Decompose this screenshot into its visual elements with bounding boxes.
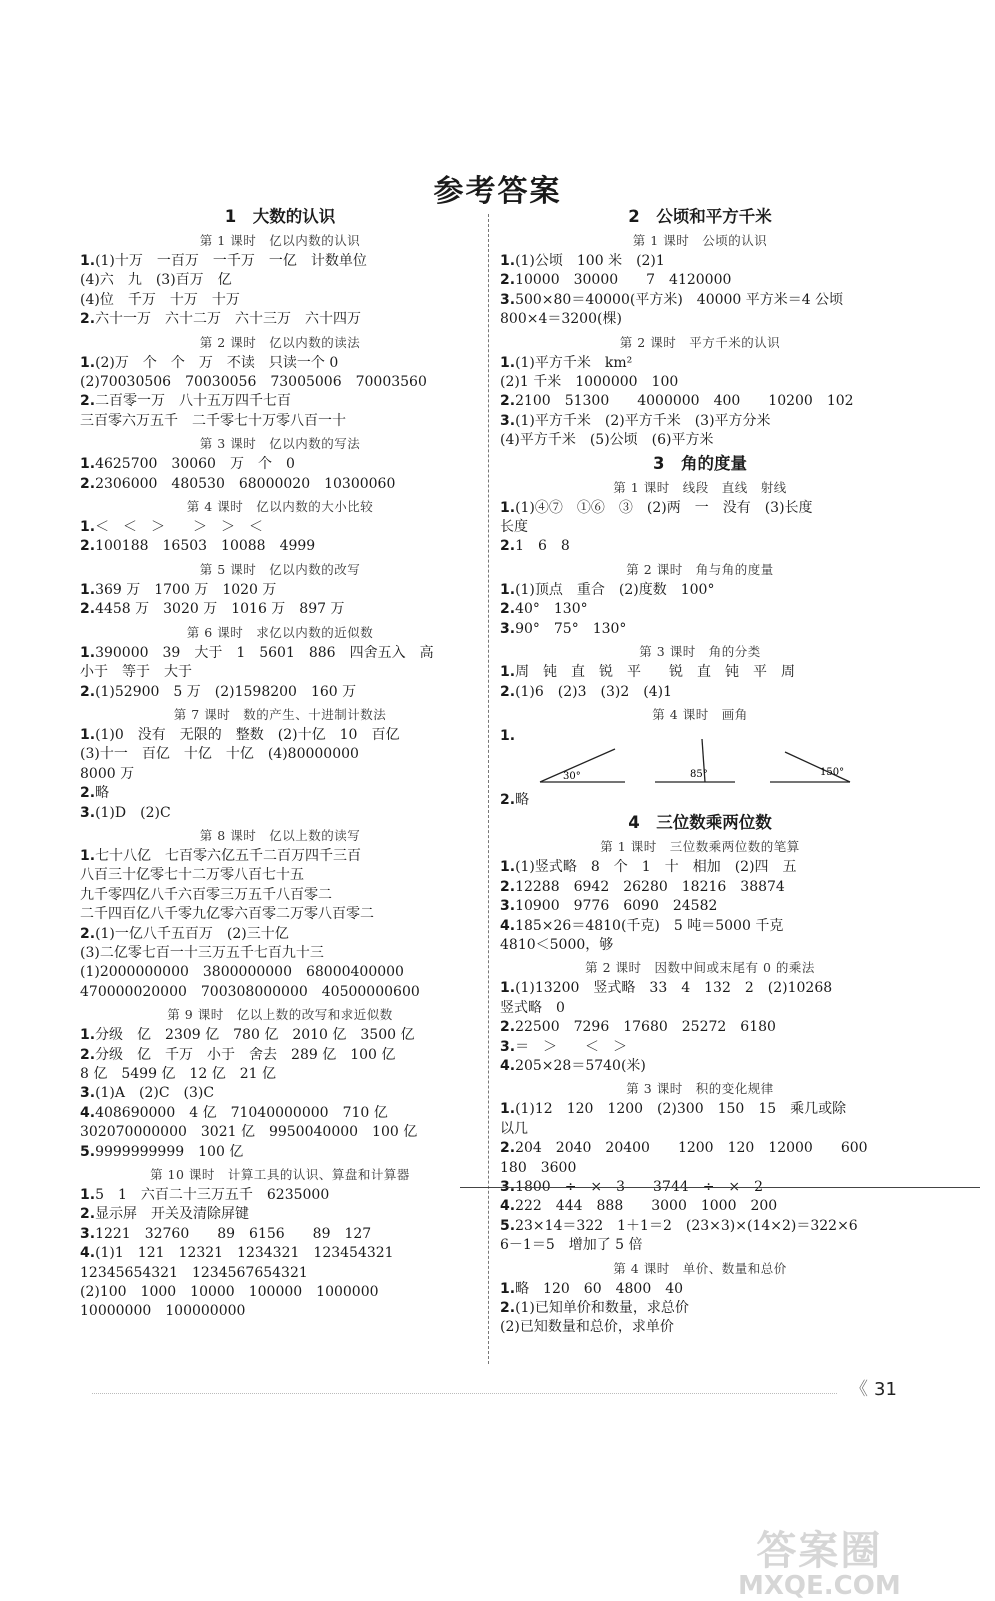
question-number: 1. [500, 727, 516, 744]
question-number: 1. [80, 1027, 96, 1044]
question-number: 1. [80, 354, 96, 371]
answer-line [500, 1057, 900, 1076]
question-number: 1. [500, 1101, 516, 1118]
answer-line [500, 1217, 900, 1236]
answer-text: 100188 16503 10088 4999 [95, 538, 316, 555]
answer-text: (2)1 千米 1000000 100 [500, 374, 679, 391]
lesson-heading: 第 9 课时 亿以上数的改写和求近似数 [167, 1007, 393, 1023]
answer-line [500, 291, 900, 310]
chapter-heading: 2 公顷和平方千米 [628, 207, 772, 226]
answer-line [500, 310, 900, 329]
lesson-heading: 第 8 课时 亿以上数的读写 [199, 827, 361, 843]
question-number: 5. [500, 1217, 516, 1234]
watermark-url: MXQE.COM [738, 1571, 901, 1601]
question-number: 3. [80, 1225, 96, 1242]
answer-text: (1)1 121 12321 1234321 123454321 [95, 1245, 394, 1262]
answer-text: (1)0 没有 无限的 整数 (2)十亿 10 百亿 [95, 726, 400, 743]
answer-text: (1)2000000000 3800000000 68000400000 [80, 964, 404, 981]
question-number: 1. [500, 980, 516, 997]
answer-text: 40° 130° [515, 601, 588, 618]
answer-line [80, 392, 480, 411]
question-number: 3. [500, 1038, 516, 1055]
question-number: 4. [80, 1245, 96, 1262]
answer-text: 800×4＝3200(棵) [500, 311, 622, 328]
answer-text: 以几 [500, 1120, 528, 1137]
angle-figure-3 [765, 737, 860, 787]
question-number: 2. [80, 1206, 96, 1223]
answer-text: (1)6 (2)3 (3)2 (4)1 [515, 683, 673, 700]
question-number: 4. [500, 1057, 516, 1074]
answer-text: 九千零四亿八千六百零三万五千八百零二 [80, 886, 332, 903]
answer-text: (2)100 1000 10000 100000 1000000 [80, 1284, 379, 1301]
answer-text: 90° 75° 130° [515, 620, 627, 637]
watermark [738, 1530, 901, 1600]
answer-text: 9999999999 100 亿 [95, 1143, 244, 1160]
answer-text: 分级 亿 2309 亿 780 亿 2010 亿 3500 亿 [95, 1027, 415, 1044]
answer-line [500, 1178, 900, 1197]
answer-line [80, 518, 480, 537]
question-number: 1. [80, 253, 96, 269]
answer-line [80, 252, 480, 271]
answer-text: 4625700 30060 万 个 0 [95, 456, 295, 473]
question-number: 1. [500, 499, 516, 516]
answer-line [80, 1065, 480, 1084]
answer-text: 周 钝 直 锐 平 锐 直 钝 平 周 [515, 664, 796, 681]
answer-line [80, 683, 480, 702]
question-number: 2. [80, 601, 96, 618]
answer-text: 小于 等于 大于 [80, 664, 192, 681]
answer-line [500, 663, 900, 682]
answer-line [80, 1143, 480, 1162]
answer-line [80, 291, 480, 310]
answer-text: (1)④⑦ ①⑥ ③ (2)两 一 没有 (3)长度 [515, 499, 813, 516]
answer-line [80, 1244, 480, 1263]
chapter-heading: 3 角的度量 [653, 453, 747, 473]
answer-line [500, 999, 900, 1018]
answer-line [500, 581, 900, 600]
question-number: 3. [500, 291, 516, 308]
question-number: 1. [80, 847, 96, 864]
answer-text: (4)六 九 (3)百万 亿 [80, 272, 232, 289]
answer-line [500, 271, 900, 290]
answer-line [500, 1280, 900, 1299]
page-title: 参考答案 [433, 174, 562, 209]
answer-text: 369 万 1700 万 1020 万 [95, 581, 277, 598]
lesson-heading: 第 2 课时 平方千米的认识 [619, 334, 781, 350]
answer-text: 10000 30000 7 4120000 [515, 272, 732, 289]
answer-line [80, 726, 480, 745]
answer-text: 23×14＝322 1＋1＝2 (23×3)×(14×2)＝322×6 [515, 1217, 858, 1234]
angle-drawings [500, 727, 900, 787]
page-number [850, 1375, 897, 1401]
answer-line [500, 936, 900, 955]
answer-line [80, 745, 480, 764]
answer-text: (2)已知数量和总价，求单价 [500, 1319, 674, 1336]
answer-text: 500×80＝40000(平方米) 40000 平方米＝4 公顷 [515, 291, 844, 308]
question-number: 2. [80, 1046, 96, 1063]
angle-label: 150° [820, 766, 845, 778]
answer-text: (3)二亿零七百一十三万五千七百九十三 [80, 944, 324, 961]
answer-line [80, 310, 480, 329]
answer-text: 5 1 六百二十三万五千 6235000 [95, 1187, 330, 1204]
answer-line [500, 1018, 900, 1037]
answer-text: ＜ ＜ ＞ ＞ ＞ ＜ [95, 519, 264, 536]
answer-text: 180 3600 [500, 1159, 577, 1176]
answer-line [80, 886, 480, 905]
question-number: 2. [500, 601, 516, 618]
lesson-heading: 第 1 课时 亿以内数的认识 [199, 233, 361, 248]
answer-line [80, 455, 480, 474]
answer-line [80, 1205, 480, 1224]
answer-text: (2)万 个 个 万 不读 只读一个 0 [95, 354, 339, 371]
question-number: 1. [80, 456, 96, 473]
answer-text: (1)十万 一百万 一千万 一亿 计数单位 [95, 253, 367, 269]
question-number: 2. [500, 1300, 516, 1317]
answer-line [500, 354, 900, 373]
watermark-logo-text: 答案圈 [756, 1528, 883, 1574]
answer-text: 205×28＝5740(米) [515, 1057, 646, 1074]
answer-line [500, 1100, 900, 1119]
chapter-heading: 4 三位数乘两位数 [628, 813, 772, 833]
answer-line [500, 897, 900, 916]
answer-line [80, 905, 480, 924]
answer-line [500, 392, 900, 411]
answer-line [500, 917, 900, 936]
answer-line [80, 1123, 480, 1142]
lesson-heading: 第 6 课时 求亿以内数的近似数 [186, 624, 374, 640]
answer-line [80, 963, 480, 982]
answer-text: 2306000 480530 68000020 10300060 [95, 475, 396, 492]
answer-text: 390000 39 大于 1 5601 886 四舍五入 高 [95, 644, 434, 661]
answer-text: 302070000000 3021 亿 9950040000 100 亿 [80, 1124, 418, 1141]
question-number: 2. [500, 393, 516, 410]
lesson-heading: 第 3 课时 积的变化规律 [626, 1081, 774, 1097]
lesson-heading: 第 7 课时 数的产生、十进制计数法 [173, 706, 387, 722]
question-number: 4. [500, 917, 516, 934]
answer-text: 22500 7296 17680 25272 6180 [515, 1019, 776, 1036]
angle-label: 85° [690, 768, 708, 780]
lesson-heading: 第 5 课时 亿以内数的改写 [199, 561, 361, 577]
answer-text: 6－1＝5 增加了 5 倍 [500, 1237, 643, 1254]
question-number: 2. [500, 272, 516, 289]
answer-text: (3)十一 百亿 十亿 十亿 (4)80000000 [80, 746, 359, 763]
answer-text: 2100 51300 4000000 400 10200 102 [515, 393, 854, 410]
answer-text: (1)13200 竖式略 33 4 132 2 (2)10268 [515, 980, 833, 997]
question-number: 2. [500, 1019, 516, 1036]
question-number: 1. [80, 726, 96, 743]
angle-figure-1 [535, 737, 630, 787]
answer-line [80, 271, 480, 290]
answer-line [500, 600, 900, 619]
question-number: 3. [80, 804, 96, 821]
question-number: 1. [80, 519, 96, 536]
answer-line [500, 537, 900, 556]
answer-text: 12345654321 1234567654321 [80, 1264, 308, 1281]
answer-line [80, 1225, 480, 1244]
footer-rule [92, 1393, 837, 1394]
answer-text: (1)已知单价和数量，求总价 [515, 1300, 689, 1317]
answer-text: (1)竖式略 8 个 1 十 相加 (2)四 五 [515, 859, 797, 876]
answer-line [80, 644, 480, 663]
question-number: 3. [500, 620, 516, 637]
answer-line [500, 1159, 900, 1178]
answer-line [500, 499, 900, 518]
double-chevron-left-icon: 《 [850, 1379, 868, 1400]
answer-line [500, 858, 900, 877]
answer-line [80, 1302, 480, 1321]
answer-line [500, 1197, 900, 1216]
answer-line [80, 581, 480, 600]
answer-line [500, 878, 900, 897]
answer-text: 470000020000 700308000000 40500000600 [80, 983, 420, 1000]
answer-text: (1)D (2)C [95, 804, 171, 821]
answer-line [500, 620, 900, 639]
answer-line [500, 518, 900, 537]
answer-line [500, 1318, 900, 1337]
answer-line [80, 784, 480, 803]
answer-text: (1)平方千米 km² [515, 354, 633, 371]
question-number: 3. [500, 412, 516, 429]
answer-text: (2)70030506 70030056 73005006 70003560 [80, 374, 427, 391]
answer-text: 1221 32760 89 6156 89 127 [95, 1225, 372, 1242]
answer-text: (1)公顷 100 米 (2)1 [515, 253, 665, 269]
lesson-heading: 第 4 课时 亿以内数的大小比较 [186, 499, 374, 515]
question-number: 2. [80, 925, 96, 942]
lesson-heading: 第 2 课时 因数中间或末尾有 0 的乘法 [585, 960, 815, 976]
answer-line [80, 663, 480, 682]
question-number: 1. [500, 354, 516, 371]
answer-text: 分级 亿 千万 小于 舍去 289 亿 100 亿 [95, 1046, 396, 1063]
answer-text: 12288 6942 26280 18216 38874 [515, 878, 785, 895]
question-number: 1. [500, 581, 516, 598]
lesson-heading: 第 4 课时 单价、数量和总价 [613, 1260, 787, 1276]
answer-text: (1)顶点 重合 (2)度数 100° [515, 581, 715, 598]
lesson-heading: 第 3 课时 角的分类 [639, 644, 761, 660]
lesson-heading: 第 10 课时 计算工具的认识、算盘和计算器 [150, 1167, 410, 1183]
answer-line [500, 431, 900, 450]
answer-text: 八百三十亿零七十二万零八百七十五 [80, 867, 304, 884]
answer-line [500, 412, 900, 431]
answer-text: 七十八亿 七百零六亿五千二百万四千三百 [95, 847, 362, 864]
answer-text: 三百零六万五千 二千零七十万零八百一十 [80, 412, 346, 429]
answer-text: 二百零一万 八十五万四千七百 [95, 393, 292, 410]
answer-line [500, 683, 900, 702]
left-column [80, 204, 480, 1322]
answer-line [80, 1283, 480, 1302]
answer-line [80, 765, 480, 784]
answer-text: (1)一亿八千五百万 (2)三十亿 [95, 925, 289, 942]
answer-text: 显示屏 开关及清除屏键 [95, 1206, 250, 1223]
answer-text: 1800 ÷ × 3 3744 ÷ × 2 [515, 1179, 764, 1195]
answer-text: 长度 [500, 519, 528, 536]
question-number: 4. [500, 1198, 516, 1215]
right-column [500, 204, 900, 1338]
answer-line [80, 373, 480, 392]
question-number: 3. [500, 898, 516, 915]
answer-text: 1 6 8 [515, 538, 570, 555]
question-number: 1. [80, 644, 96, 661]
answer-line [500, 373, 900, 392]
answer-text: (1)52900 5 万 (2)1598200 160 万 [95, 683, 357, 700]
lesson-heading: 第 3 课时 亿以内数的写法 [199, 436, 361, 452]
answer-text: (4)平方千米 (5)公顷 (6)平方米 [500, 432, 714, 449]
lesson-heading: 第 2 课时 亿以内数的读法 [199, 334, 361, 350]
answer-line [80, 1026, 480, 1045]
question-number: 3. [500, 1179, 516, 1195]
question-number: 2. [500, 791, 516, 808]
answer-line [500, 791, 900, 810]
answer-line [500, 1120, 900, 1139]
question-number: 2. [500, 538, 516, 555]
answer-text: 二千四百亿八千零九亿零六百零二万零八百零二 [80, 906, 374, 923]
answer-text: 略 [515, 791, 530, 808]
answer-line [80, 475, 480, 494]
question-number: 1. [80, 1187, 96, 1204]
question-number: 2. [80, 475, 96, 492]
answer-text: (1)A (2)C (3)C [95, 1085, 215, 1102]
page-number-label: 31 [874, 1379, 897, 1400]
answer-text: 略 120 60 4800 40 [515, 1280, 684, 1297]
column-divider [488, 214, 489, 1364]
answer-text: 204 2040 20400 1200 120 12000 600 [515, 1140, 868, 1157]
answer-line [500, 1236, 900, 1255]
answer-text: (4)位 千万 十万 十万 [80, 291, 240, 308]
answer-line [80, 600, 480, 619]
question-number: 1. [500, 664, 516, 681]
answer-text: ＝ ＞ ＜ ＞ [515, 1038, 628, 1055]
question-number: 3. [80, 1085, 96, 1102]
question-number: 2. [80, 311, 96, 328]
answer-line [80, 944, 480, 963]
answer-line [80, 412, 480, 431]
answer-line [500, 1139, 900, 1158]
answer-text: 略 [95, 785, 110, 802]
answer-line [500, 1038, 900, 1057]
question-number: 2. [80, 538, 96, 555]
lesson-heading: 第 1 课时 线段 直线 射线 [613, 479, 787, 495]
answer-text: 10000000 100000000 [80, 1303, 246, 1320]
question-number: 5. [80, 1143, 96, 1160]
lesson-heading: 第 4 课时 画角 [652, 706, 748, 722]
chapter-heading: 1 大数的认识 [224, 207, 336, 226]
question-number: 2. [80, 683, 96, 700]
answer-line [500, 252, 900, 271]
question-number: 2. [500, 878, 516, 895]
answer-text: 185×26＝4810(千克) 5 吨＝5000 千克 [515, 917, 784, 934]
answer-line [500, 1299, 900, 1318]
answer-line [500, 979, 900, 998]
answer-text: 10900 9776 6090 24582 [515, 898, 718, 915]
answer-text: 竖式略 0 [500, 999, 565, 1016]
answer-text: 408690000 4 亿 71040000000 710 亿 [95, 1104, 388, 1121]
answer-line [80, 866, 480, 885]
answer-line [80, 925, 480, 944]
answer-text: (1)12 120 1200 (2)300 150 15 乘几或除 [515, 1101, 847, 1118]
answer-line [80, 847, 480, 866]
answer-line [80, 1084, 480, 1103]
answer-text: (1)平方千米 (2)平方千米 (3)平方分米 [515, 412, 771, 429]
question-number: 1. [80, 581, 96, 598]
answer-text: 4810＜5000，够 [500, 936, 614, 953]
answer-text: 六十一万 六十二万 六十三万 六十四万 [95, 311, 362, 328]
angle-label: 30° [563, 770, 581, 782]
question-number: 2. [500, 1140, 516, 1157]
answer-text: 222 444 888 3000 1000 200 [515, 1198, 778, 1215]
answer-line [80, 537, 480, 556]
question-number: 2. [80, 785, 96, 802]
question-number: 2. [80, 393, 96, 410]
answer-line [80, 354, 480, 373]
answer-line [80, 1264, 480, 1283]
angle-figure-2 [650, 737, 745, 787]
answer-line [80, 983, 480, 1002]
answer-line [80, 1104, 480, 1123]
lesson-heading: 第 1 课时 三位数乘两位数的笔算 [600, 839, 800, 855]
lesson-heading: 第 1 课时 公顷的认识 [632, 233, 768, 248]
question-number: 1. [500, 253, 516, 269]
answer-line [80, 1046, 480, 1065]
question-number: 2. [500, 683, 516, 700]
question-number: 4. [80, 1104, 96, 1121]
question-number: 1. [500, 859, 516, 876]
answer-line [80, 804, 480, 823]
question-number: 1. [500, 1280, 516, 1297]
answer-text: 8000 万 [80, 765, 135, 782]
lesson-heading: 第 2 课时 角与角的度量 [626, 561, 774, 577]
answer-text: 4458 万 3020 万 1016 万 897 万 [95, 601, 345, 618]
answer-line [80, 1186, 480, 1205]
answer-text: 8 亿 5499 亿 12 亿 21 亿 [80, 1066, 276, 1082]
